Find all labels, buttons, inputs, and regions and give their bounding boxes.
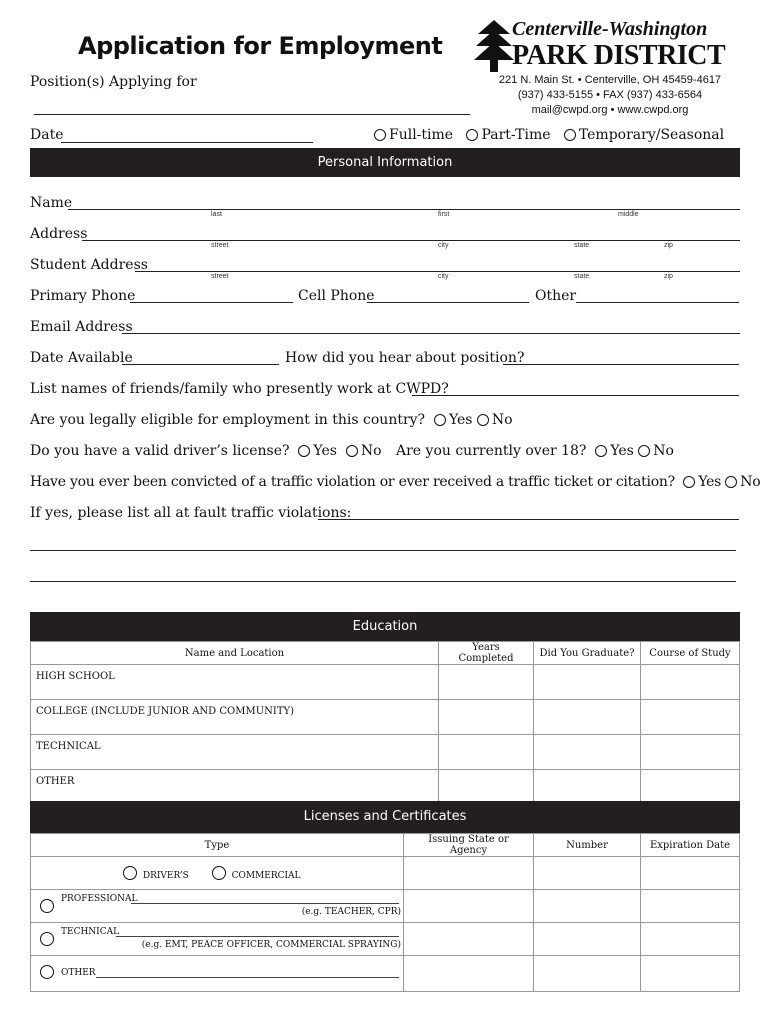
- hear-about-field[interactable]: [503, 363, 739, 365]
- row-label-technical[interactable]: TECHNICAL: [31, 735, 439, 770]
- over18-question: Are you currently over 18? Yes No: [396, 443, 674, 459]
- state-sublabel: state: [574, 242, 590, 249]
- col-issuing: Issuing State or Agency: [404, 834, 534, 857]
- address-label: Address: [30, 226, 88, 242]
- cell-years[interactable]: [439, 735, 534, 770]
- table-row: [31, 735, 740, 770]
- street-sublabel: street: [211, 242, 229, 249]
- cell-years[interactable]: [439, 665, 534, 700]
- convicted-yes-radio[interactable]: Yes: [683, 474, 721, 490]
- col-type: Type: [31, 834, 404, 857]
- eligible-yes-radio[interactable]: Yes: [434, 412, 473, 428]
- professional-example: (e.g. TEACHER, CPR): [301, 907, 401, 917]
- cell-expiration[interactable]: [641, 956, 740, 992]
- logo-name-top: Centerville-Washington: [512, 18, 708, 40]
- violations-label: If yes, please list all at fault traffic violations:: [30, 505, 352, 521]
- technical-type-cell: [31, 923, 404, 956]
- cell-phone-field[interactable]: [367, 301, 529, 303]
- student-address-label: Student Address: [30, 257, 148, 273]
- cell-graduate[interactable]: [534, 665, 641, 700]
- position-label: Position(s) Applying for: [30, 74, 197, 90]
- violations-line-3[interactable]: [30, 580, 736, 582]
- org-address: 221 N. Main St. • Centerville, OH 45459-4617: [498, 74, 722, 86]
- convicted-question: Have you ever been convicted of a traffic violation or ever received a traffic ticket or citation? Yes No: [30, 474, 761, 490]
- eligible-no-radio[interactable]: No: [477, 412, 513, 428]
- park-district-logo: [472, 18, 742, 73]
- drivers-radio[interactable]: DRIVER’S: [123, 871, 189, 881]
- license-question: Do you have a valid driver’s license? Yes No: [30, 443, 382, 459]
- middle-sublabel: middle: [618, 211, 639, 218]
- cell-expiration[interactable]: [641, 923, 740, 956]
- radio-icon: [298, 445, 310, 457]
- col-number: Number: [534, 834, 641, 857]
- hear-about-label: How did you hear about position?: [285, 350, 525, 366]
- education-header-row: [31, 642, 740, 665]
- technical-example: (e.g. EMT, PEACE OFFICER, COMMERCIAL SPRAYING): [141, 940, 401, 950]
- radio-icon: [638, 445, 650, 457]
- fulltime-radio[interactable]: Full-time: [374, 127, 453, 143]
- professional-line[interactable]: [131, 903, 399, 904]
- cell-issuing[interactable]: [404, 857, 534, 890]
- street-sublabel: street: [211, 273, 229, 280]
- row-label-other[interactable]: OTHER: [31, 770, 439, 805]
- drivers-type-cell: [31, 857, 404, 890]
- cell-issuing[interactable]: [404, 956, 534, 992]
- radio-icon: [434, 414, 446, 426]
- name-label: Name: [30, 195, 73, 211]
- cell-years[interactable]: [439, 770, 534, 805]
- technical-label: TECHNICAL: [61, 927, 120, 937]
- address-field[interactable]: [82, 239, 740, 241]
- date-available-label: Date Available: [30, 350, 133, 366]
- col-expiration: Expiration Date: [641, 834, 740, 857]
- table-row: [31, 770, 740, 805]
- table-row: [31, 890, 740, 923]
- radio-icon: [374, 129, 386, 141]
- cell-course[interactable]: [641, 700, 740, 735]
- col-course: Course of Study: [641, 642, 740, 665]
- licenses-table: [30, 833, 740, 992]
- email-field[interactable]: [122, 332, 740, 334]
- violations-line-2[interactable]: [30, 549, 736, 551]
- col-name-location: Name and Location: [31, 642, 439, 665]
- commercial-radio[interactable]: COMMERCIAL: [212, 871, 301, 881]
- professional-label: PROFESSIONAL: [61, 894, 138, 904]
- cell-expiration[interactable]: [641, 857, 740, 890]
- other-type-cell: [31, 956, 404, 992]
- col-graduate: Did You Graduate?: [534, 642, 641, 665]
- tree-icon: [474, 20, 514, 72]
- license-no-radio[interactable]: No: [346, 443, 382, 459]
- cell-course[interactable]: [641, 665, 740, 700]
- radio-icon: [725, 476, 737, 488]
- personal-info-heading: Personal Information: [30, 148, 740, 177]
- org-web: mail@cwpd.org • www.cwpd.org: [531, 104, 689, 116]
- cell-issuing[interactable]: [404, 890, 534, 923]
- cell-course[interactable]: [641, 770, 740, 805]
- friends-label: List names of friends/family who presently work at CWPD?: [30, 381, 449, 397]
- row-label-college[interactable]: COLLEGE (INCLUDE JUNIOR AND COMMUNITY): [31, 700, 439, 735]
- licenses-heading: Licenses and Certificates: [30, 801, 740, 833]
- other-phone-field[interactable]: [576, 301, 739, 303]
- cell-graduate[interactable]: [534, 700, 641, 735]
- cell-graduate[interactable]: [534, 735, 641, 770]
- parttime-radio[interactable]: Part-Time: [466, 127, 550, 143]
- table-row: [31, 956, 740, 992]
- employment-type-options: [374, 127, 724, 143]
- other-label: OTHER: [61, 968, 96, 978]
- email-label: Email Address: [30, 319, 133, 335]
- eligible-question: Are you legally eligible for employment in this country? Yes No: [30, 412, 513, 428]
- education-table: [30, 641, 740, 805]
- first-sublabel: first: [438, 211, 450, 218]
- student-address-field[interactable]: [135, 270, 740, 272]
- cell-number[interactable]: [534, 923, 641, 956]
- cell-issuing[interactable]: [404, 923, 534, 956]
- education-heading: Education: [30, 612, 740, 641]
- cell-course[interactable]: [641, 735, 740, 770]
- cell-number[interactable]: [534, 956, 641, 992]
- primary-phone-field[interactable]: [130, 301, 293, 303]
- state-sublabel: state: [574, 273, 590, 280]
- licenses-header-row: [31, 834, 740, 857]
- date-available-field[interactable]: [122, 363, 279, 365]
- other-line[interactable]: [96, 977, 399, 978]
- col-years: Years Completed: [439, 642, 534, 665]
- radio-icon: [123, 866, 137, 880]
- page-title: Application for Employment: [78, 32, 443, 60]
- cell-number[interactable]: [534, 857, 641, 890]
- radio-icon: [212, 866, 226, 880]
- table-row: [31, 923, 740, 956]
- professional-radio[interactable]: [40, 899, 54, 913]
- position-field[interactable]: [34, 113, 470, 115]
- org-phones: (937) 433-5155 • FAX (937) 433-6564: [517, 89, 703, 101]
- radio-icon: [346, 445, 358, 457]
- last-sublabel: last: [211, 211, 222, 218]
- violations-field[interactable]: [318, 518, 739, 520]
- cell-years[interactable]: [439, 700, 534, 735]
- other-phone-label: Other: [535, 288, 577, 304]
- radio-icon: [683, 476, 695, 488]
- radio-icon: [595, 445, 607, 457]
- logo-name-bottom: PARK DISTRICT: [512, 40, 726, 71]
- over18-yes-radio[interactable]: Yes: [595, 443, 634, 459]
- professional-type-cell: [31, 890, 404, 923]
- cell-graduate[interactable]: [534, 770, 641, 805]
- date-field[interactable]: [61, 141, 313, 143]
- radio-icon: [564, 129, 576, 141]
- name-field[interactable]: [68, 208, 740, 210]
- city-sublabel: city: [438, 242, 449, 249]
- over18-no-radio[interactable]: No: [638, 443, 674, 459]
- zip-sublabel: zip: [664, 242, 673, 249]
- temporary-radio[interactable]: Temporary/Seasonal: [564, 127, 724, 143]
- technical-line[interactable]: [116, 936, 399, 937]
- radio-icon: [477, 414, 489, 426]
- license-yes-radio[interactable]: Yes: [298, 443, 337, 459]
- cell-phone-label: Cell Phone: [298, 288, 375, 304]
- technical-radio[interactable]: [40, 932, 54, 946]
- radio-icon: [466, 129, 478, 141]
- zip-sublabel: zip: [664, 273, 673, 280]
- other-radio[interactable]: [40, 965, 54, 979]
- friends-field[interactable]: [412, 394, 739, 396]
- table-row: [31, 700, 740, 735]
- table-row: [31, 665, 740, 700]
- city-sublabel: city: [438, 273, 449, 280]
- convicted-no-radio[interactable]: No: [725, 474, 760, 490]
- cell-number[interactable]: [534, 890, 641, 923]
- row-label-highschool[interactable]: HIGH SCHOOL: [31, 665, 439, 700]
- primary-phone-label: Primary Phone: [30, 288, 136, 304]
- cell-expiration[interactable]: [641, 890, 740, 923]
- table-row: [31, 857, 740, 890]
- date-label: Date: [30, 127, 64, 143]
